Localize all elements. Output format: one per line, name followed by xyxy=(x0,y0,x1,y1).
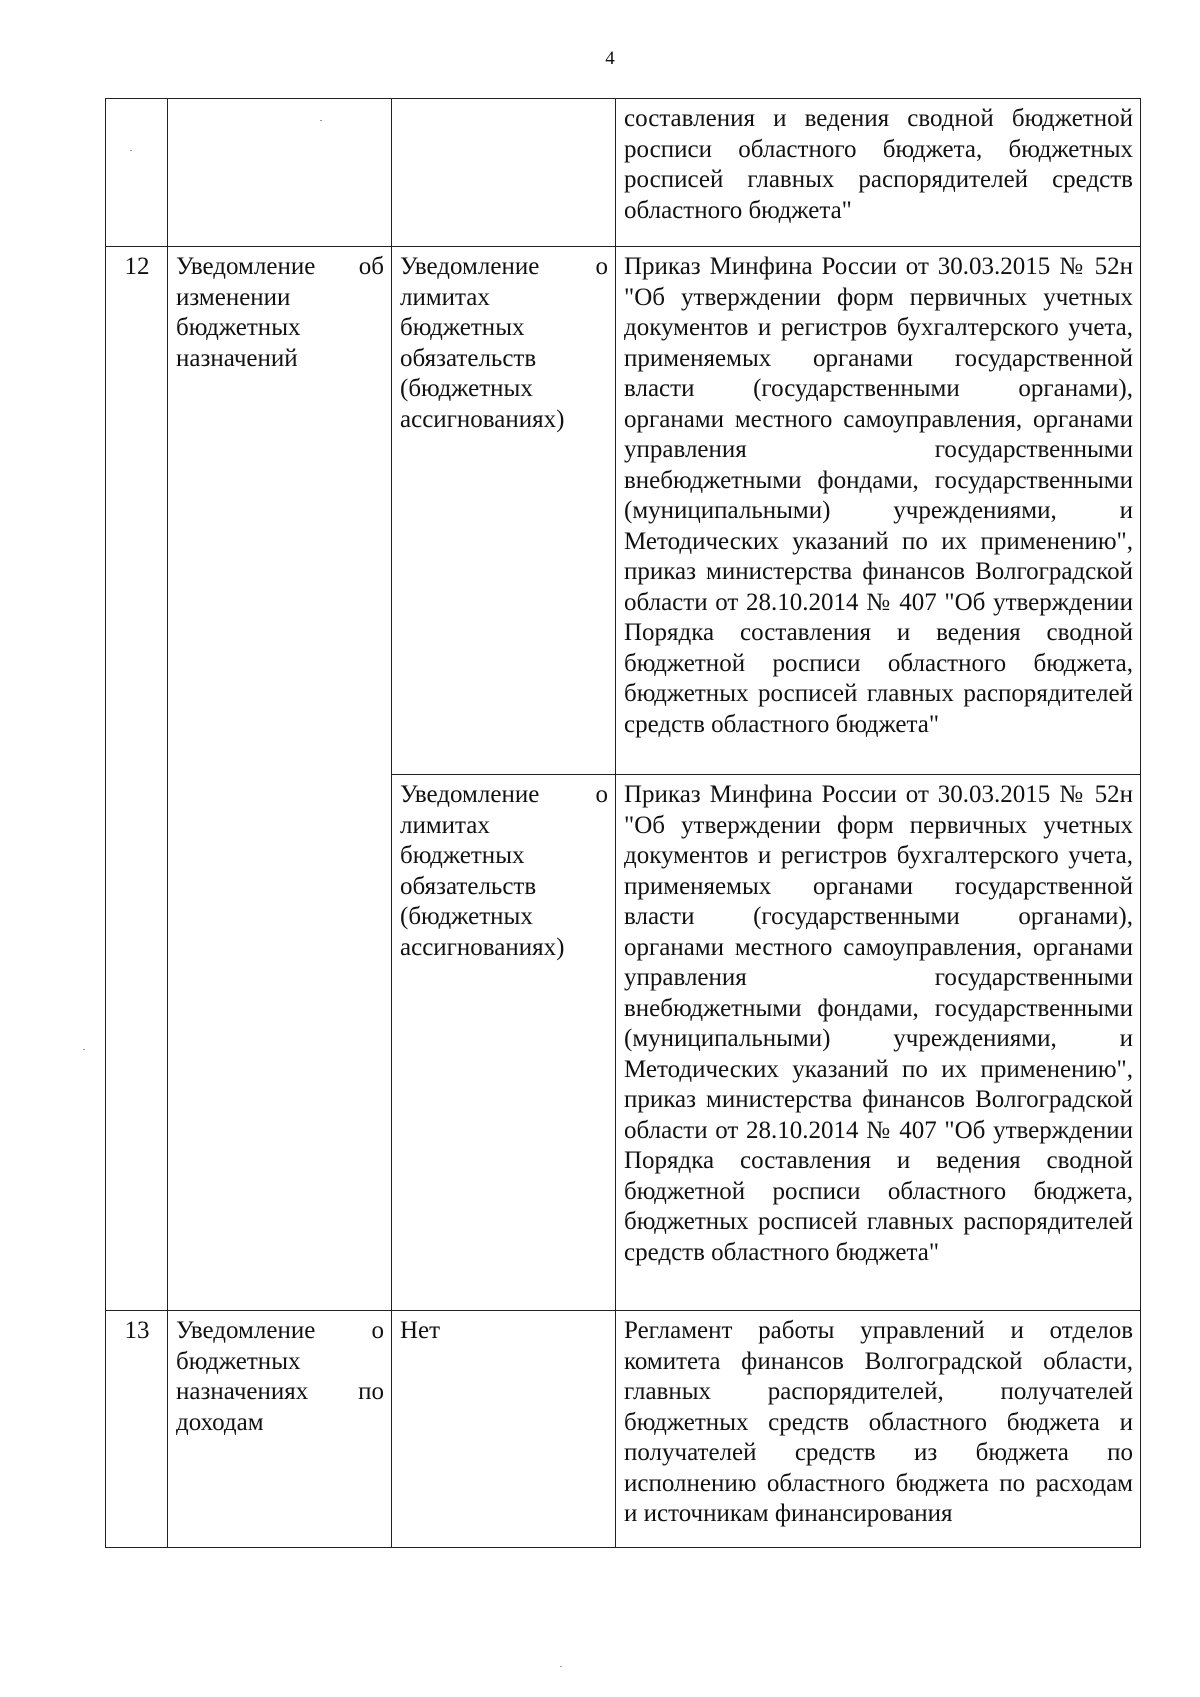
related-document-cell: Уведомление о лимитах бюджетных обязательств (бюджетных ассигнованиях) xyxy=(392,247,616,775)
legal-basis-cell: Приказ Минфина России от 30.03.2015 № 52н "Об утверждении форм первичных учетных документов и регистров бухгалтерского учета, применяемых органами государственной власти (государственными органами), органами местного самоуправления, органами управления государственными внебюджетными фондами, государственными (муниципальными) учреждениями, и Методических указаний по их применению", приказ министерства финансов Волгоградской области от 28.10.2014 № 407 "Об утверждении Порядка составления и ведения сводной бюджетной росписи областного бюджета, бюджетных росписей главных распорядителей средств областного бюджета" xyxy=(616,775,1141,1311)
document-name-cell xyxy=(168,99,392,247)
related-document-cell xyxy=(392,99,616,247)
document-name-cell: Уведомление о бюджетных назначениях по доходам xyxy=(168,1311,392,1548)
page-number: 4 xyxy=(605,48,615,69)
scan-speck xyxy=(560,1666,562,1667)
legal-basis-cell: Приказ Минфина России от 30.03.2015 № 52н "Об утверждении форм первичных учетных документов и регистров бухгалтерского учета, применяемых органами государственной власти (государственными органами), органами местного самоуправления, органами управления государственными внебюджетными фондами, государственными (муниципальными) учреждениями, и Методических указаний по их применению", приказ министерства финансов Волгоградской области от 28.10.2014 № 407 "Об утверждении Порядка составления и ведения сводной бюджетной росписи областного бюджета, бюджетных росписей главных распорядителей средств областного бюджета" xyxy=(616,247,1141,775)
row-number-cell: 12 xyxy=(106,247,168,1311)
row-number-cell xyxy=(106,99,168,247)
table-row xyxy=(106,1311,1141,1548)
legal-basis-cell: составления и ведения сводной бюджетной росписи областного бюджета, бюджетных росписей главных распорядителей средств областного бюджета" xyxy=(616,99,1141,247)
table-row xyxy=(106,247,1141,775)
documents-table xyxy=(105,98,1141,1548)
document-name-cell: Уведомление об изменении бюджетных назначений xyxy=(168,247,392,1311)
row-number-cell: 13 xyxy=(106,1311,168,1548)
table-row xyxy=(106,99,1141,247)
related-document-cell: Нет xyxy=(392,1311,616,1548)
related-document-cell: Уведомление о лимитах бюджетных обязательств (бюджетных ассигнованиях) xyxy=(392,775,616,1311)
legal-basis-cell: Регламент работы управлений и отделов комитета финансов Волгоградской области, главных распорядителей, получателей бюджетных средств областного бюджета и получателей средств из бюджета по исполнению областного бюджета по расходам и источникам финансирования xyxy=(616,1311,1141,1548)
scan-speck xyxy=(83,1049,85,1050)
